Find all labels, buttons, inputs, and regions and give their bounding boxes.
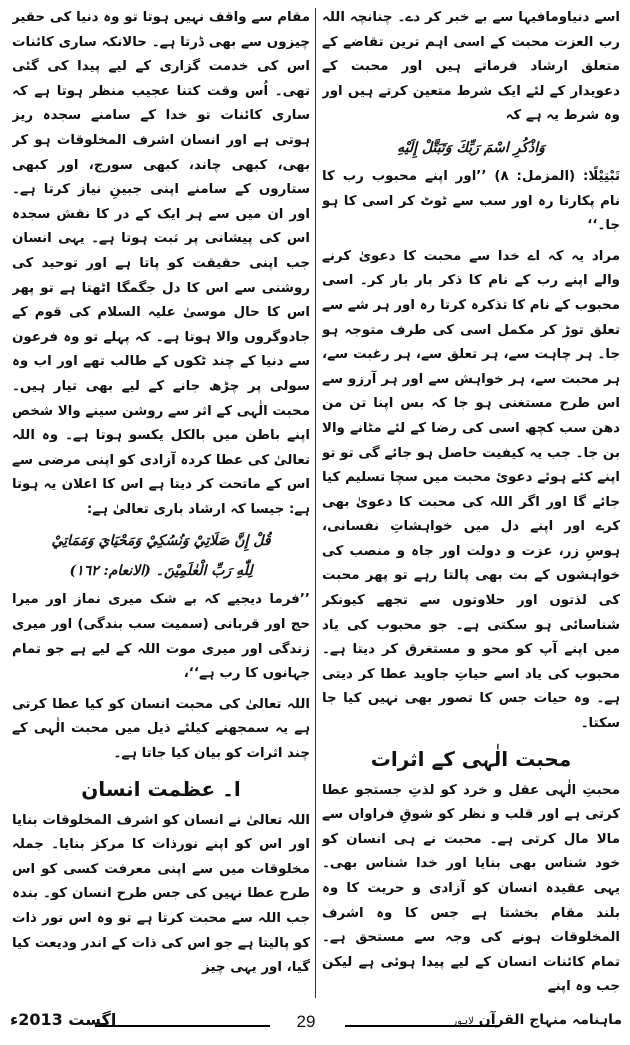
- section-heading: محبت الٰہی کے اثرات: [370, 746, 572, 771]
- verse-translation: ’’فرما دیجیے کہ بے شک میری نماز اور میرا حج اور قربانی (سمیت سب بندگی) اور میری زندگی اور میری موت اللہ کے لیے ہے جو تمام جہانوں کا رب ہے‘‘،: [12, 592, 310, 682]
- page-number: 29: [296, 1012, 316, 1031]
- footer-rule-left: [95, 1025, 270, 1027]
- quran-verse: وَاذْكُرِ اسْمَ رَبِّكَ وَتَبَتَّلْ إِلَيْهِ: [397, 139, 545, 156]
- column-divider: [315, 8, 316, 998]
- paragraph: مراد یہ کہ اے خدا سے محبت کا دعویٰ کرنے والے اپنے رب کے نام کا ذکر بار بار کر۔ اسی محبوب کے نام کا تذکرہ کرتا رہ اور ہر شے سے تعلق توڑ کر مکمل اسی کی طرف متوجہ ہو جا۔ ہر چاہت سے، ہر تعلق سے، ہر رغبت سے، ہر محبت سے، ہر خواہش سے اور ہر آرزو سے اس طرح مستغنی ہو جا کہ بس اپنا تن من دھن سب کچھ اسی کی رضا کے لئے مٹانے والا بن جا۔ جب یہ کیفیت حاصل ہو جائے گی تو تو اپنے کئے ہوئے دعوئ محبت میں سچا تسلیم کیا جائے گا اور اگر اللہ کی محبت کا دعویٰ بھی کرے اور اپنے دل میں خواہشاتِ نفسانی، ہوسِ زر، عزت و دولت اور جاہ و منصب کی خواہشوں کے بت بھی پالتا رہے تو پھر محبت کی لذتوں اور حلاوتوں سے تجھے کیونکر شناسائی ہو سکتی ہے۔ جو محبوب کی یاد میں اپنے آپ کو محو و مستغرق کر دیتا ہے۔ محبوب کی یاد اسے حیاتِ جاوید عطا کر دیتی ہے۔ وہ حیات جس کا تصور بھی نہیں کیا جا سکتا۔: [322, 248, 620, 732]
- footer-rule-right: [345, 1025, 500, 1027]
- paragraph: اللہ تعالیٰ کی محبت انسان کو کیا عطا کرتی ہے یہ سمجھنے کیلئے ذیل میں محبت الٰہی کے چند اثرات کو بیان کیا جاتا ہے۔: [12, 696, 310, 762]
- paragraph: مقام سے واقف نہیں ہوتا تو وہ دنیا کی حقیر چیزوں سے بھی ڈرتا ہے۔ حالانکہ ساری کائنات اس کی خدمت گزاری کے لیے پیدا کی گئی تھی۔ اُس وقت کتنا عجیب منظر ہوتا ہے کہ ساری کائنات تو خدا کے سامنے سجدہ ریز ہوتی ہے اور انسان اشرف المخلوقات ہو کر بھی، کبھی چاند، کبھی سورج، اور کبھی ستاروں کے سامنے اپنی جبینِ نیاز کرتا ہے۔ اور ان میں سے ہر ایک کے در کا نقش سجدہ اس کی پیشانی پر ثبت ہوتا ہے۔ یہی انسان جب اپنی حقیقت کو پاتا ہے اور توحید کی روشنی سے اس کا دل جگمگا اٹھتا ہے تو پھر اس کا حال موسیٰ علیہ السلام کی قوم کے جادوگروں والا ہوتا ہے۔ کہ پہلے تو وہ فرعون سے دنیا کے چند ٹکوں کے طالب تھے اور اب وہ سولی پر چڑھ جانے کے لیے بھی تیار ہیں۔ محبت الٰہی کے اثر سے روشن سینے والا شخص اپنے باطن میں بالکل یکسو ہوتا ہے۔ وہ اللہ تعالیٰ کی عطا کردہ آزادی کو اپنی مرضی سے اس کے ماتحت کر دیتا ہے اس کا اعلان یہ ہوتا ہے: جیسا کہ ارشاد باری تعالیٰ ہے:: [12, 10, 310, 517]
- right-column: [322, 6, 620, 1001]
- quran-verse: قُلْ إِنَّ صَلَاتِيْ وَنُسُكِيْ وَمَحْيَايَ وَمَمَاتِيْ: [51, 533, 271, 550]
- quran-verse-reference: لِلّٰهِ رَبِّ الْعٰلَمِيْنَ۔ (الانعام: ١٦٢): [69, 563, 253, 580]
- paragraph: اللہ تعالیٰ نے انسان کو اشرف المخلوقات بنایا اور اس کو اپنے نورذات کا مرکز بنایا۔ جملہ مخلوقات میں سے اپنی معرفت کسی کو اس طرح عطا نہیں کی جس طرح انسان کو۔ بندہ جب اللہ سے محبت کرتا ہے تو وہ اس نور ذات کو پالیتا ہے جو اس کی ذات کے اندر ودیعت کیا گیا، اور یہی چیز: [12, 812, 310, 976]
- paragraph: محبتِ الٰہی عقل و خرد کو لذتِ جستجو عطا کرتی ہے اور قلب و نظر کو شوقِ فراواں سے مالا مال کرتی ہے۔ محبت نے ہی انسان کو خود شناس بھی بنایا اور خدا شناس بھی۔ یہی عقیدہ انسان کو آزادی و حریت کا وہ بلند مقام بخشتا ہے جس کا وہ اشرف المخلوقات ہونے کی وجہ سے مستحق ہے۔ تمام کائنات انسان کے لیے پیدا ہوئی ہے لیکن جب وہ اپنے: [322, 782, 620, 995]
- paragraph: اسے دنیاومافیہا سے بے خبر کر دے۔ چنانچہ اللہ رب العزت محبت کے اسی اہم ترین تقاضے کے متعلق ارشاد فرماتے ہیں اور محبت کے دعویدار کے لئے ایک شرط متعین کرتے ہیں اور وہ شرط یہ ہے کہ: [322, 10, 620, 124]
- magazine-title: ماہنامہ منہاج القرآن: [478, 1012, 622, 1028]
- issue-date: اگست 2013ء: [10, 1010, 117, 1029]
- verse-translation: تَبْتِيْلًا: (المزمل: ۸) ’’اور اپنے محبوب رب کا نام پکارتا رہ اور سب سے ٹوٹ کر اسی کا ہو جا۔‘‘: [322, 168, 620, 234]
- subsection-heading: ا۔ عظمت انسان: [81, 776, 241, 801]
- magazine-city: لاہور: [452, 1016, 474, 1027]
- left-column: [12, 6, 310, 1001]
